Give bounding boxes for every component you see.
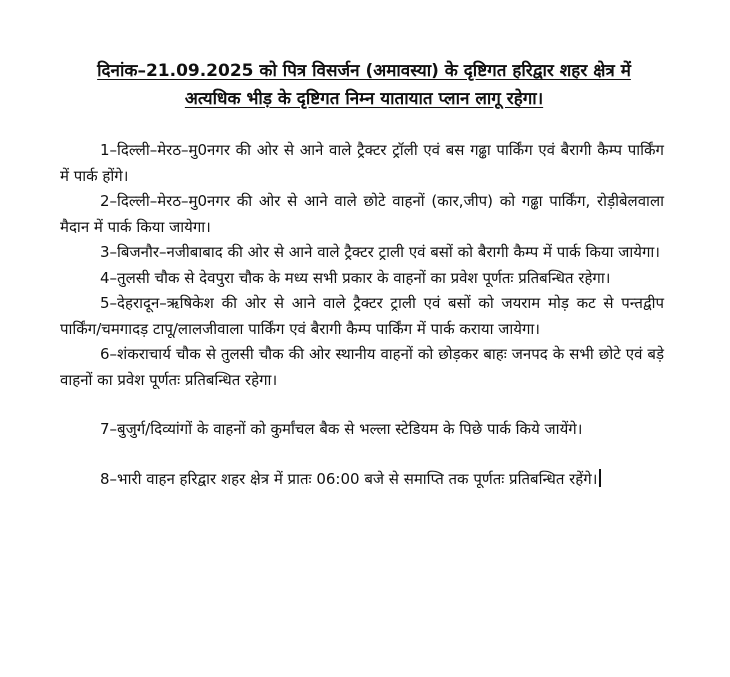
traffic-point-7: 7–बुजुर्ग/दिव्यांगों के वाहनों को कुर्मांचल बैक से भल्ला स्टेडियम के पिछे पार्क किये जायेंगे। — [100, 420, 583, 438]
text-cursor — [599, 469, 601, 487]
traffic-point-5: 5–देहरादून–ऋषिकेश की ओर से आने वाले ट्रैक्टर ट्राली एवं बसों को जयराम मोड़ कट से पन्तद्वीप पार्किंग/चमगादड़ टापू/लालजीवाला पार्किंग एवं बैरागी कैम्प पार्किंग में पार्क कराया जायेगा। — [60, 294, 664, 338]
traffic-point-4: 4–तुलसी चौक से देवपुरा चौक के मध्य सभी प्रकार के वाहनों का प्रवेश पूर्णतः प्रतिबन्धित रहेगा। — [100, 268, 611, 287]
traffic-point-8 — [60, 467, 664, 493]
traffic-point-2: 2–दिल्ली–मेरठ–मु0नगर की ओर से आने वाले छोटे वाहनों (कार,जीप) को गढ्ढा पार्किंग, रोड़ीबेलवाला मैदान में पार्क किया जायेगा। — [60, 192, 664, 236]
document-title-line-1: दिनांक–21.09.2025 को पित्र विसर्जन (अमावस्या) के दृष्टिगत हरिद्वार शहर क्षेत्र में — [97, 61, 631, 81]
traffic-point-8-text: 8–भारी वाहन हरिद्वार शहर क्षेत्र में प्रातः 06:00 बजे से समाप्ति तक पूर्णतः प्रतिबन्धित रहेंगे। — [100, 469, 598, 488]
traffic-point-6: 6–शंकराचार्य चौक से तुलसी चौक की ओर स्थानीय वाहनों को छोड़कर बाहः जनपद के सभी छोटे एवं बड़े वाहनों का प्रवेश पूर्णतः प्रतिबन्धित रहेगा। — [60, 345, 664, 389]
traffic-point-1: 1–दिल्ली–मेरठ–मु0नगर की ओर से आने वाले ट्रैक्टर ट्रॉली एवं बस गढ्ढा पार्किंग एवं बैरागी कैम्प पार्किंग में पार्क होंगे। — [60, 141, 664, 185]
traffic-point-3: 3–बिजनौर–नजीबाबाद की ओर से आने वाले ट्रैक्टर ट्राली एवं बसों को बैरागी कैम्प में पार्क किया जायेगा। — [100, 243, 660, 261]
document-title-line-2: अत्यधिक भीड़ के दृष्टिगत निम्न यातायात प्लान लागू रहेगा। — [184, 89, 544, 109]
document-body — [60, 138, 664, 492]
